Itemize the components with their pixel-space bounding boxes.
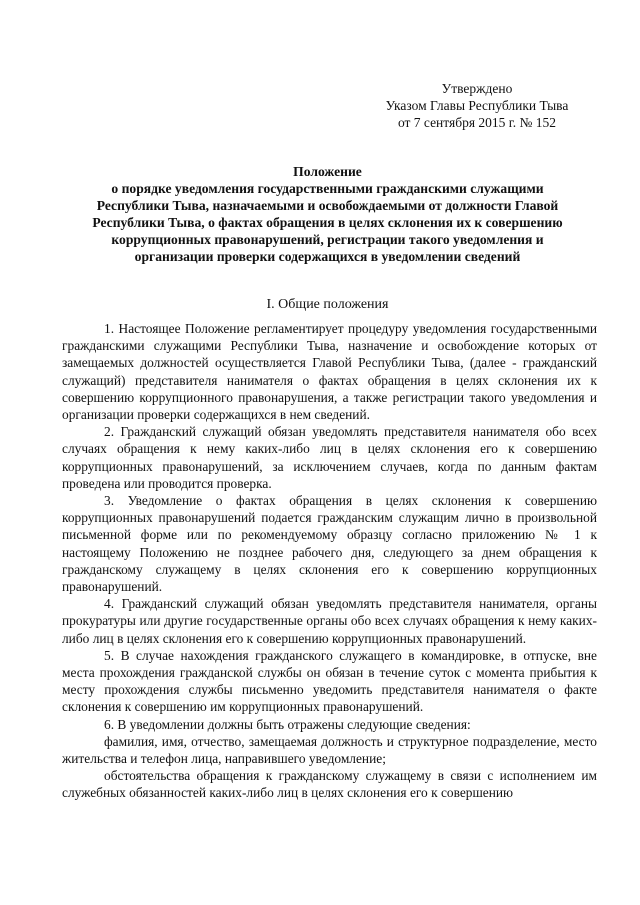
title-line-1: Положение (293, 164, 362, 179)
title-line-2: о порядке уведомления государственными гражданскими служащими (111, 181, 544, 196)
title-line-5: коррупционных правонарушений, регистрации такого уведомления и (111, 232, 544, 247)
paragraph-1: 1. Настоящее Положение регламентирует процедуру уведомления государственными гражданскими служащими Республики Тыва, назначение и освобождение которых от замещаемых должностей осуществляется Главой Республики Тыва, (далее - гражданский служащий) представителя нанимателя о фактах обращения в целях склонения их к совершению коррупционного правонарушения, а также регистрации такого уведомления и организации проверки содержащихся в нем сведений. (62, 321, 597, 423)
section-heading: I. Общие положения (266, 297, 389, 312)
paragraph-6: 6. В уведомлении должны быть отражены следующие сведения: (104, 716, 471, 732)
paragraph-3: 3. Уведомление о фактах обращения в целях склонения к совершению коррупционных правонарушений подается гражданским служащим лично в произвольной письменной форме или по рекомендуемому образцу согласно приложению № 1 к настоящему Положению не позднее рабочего дня, следующего за днем обращения к гражданскому служащему в целях склонения его к совершению коррупционных правонарушений. (62, 493, 597, 595)
approval-stamp (372, 80, 582, 131)
document-title (60, 163, 595, 265)
approval-line-2: Указом Главы Республики Тыва (385, 98, 569, 113)
paragraph-6-item-2: обстоятельства обращения к гражданскому служащему в связи с исполнением им служебных обязанностей каких-либо лиц в целях склонения его к совершению (62, 768, 597, 801)
document-body (62, 320, 597, 802)
paragraph-5: 5. В случае нахождения гражданского служащего в командировке, в отпуске, вне места прохождения гражданской службы он обязан в течение суток с момента прибытия к месту прохождения службы письменно уведомить представителя нанимателя о факте склонения к совершению им коррупционных правонарушений. (62, 647, 597, 715)
paragraph-6-item-1: фамилия, имя, отчество, замещаемая должность и структурное подразделение, место жительства и телефон лица, направившего уведомление; (62, 733, 597, 767)
paragraph-2: 2. Гражданский служащий обязан уведомлять представителя нанимателя обо всех случаях обращения к нему каких-либо лиц в целях склонения его к совершению коррупционных правонарушений, за исключением случаев, когда по данным фактам проведена или проводится проверка. (62, 424, 597, 491)
paragraph-4: 4. Гражданский служащий обязан уведомлять представителя нанимателя, органы прокуратуры или другие государственные органы обо всех случаях обращения к нему каких-либо лиц в целях склонения его к совершению коррупционных правонарушений. (62, 596, 597, 646)
title-line-3: Республики Тыва, назначаемыми и освобождаемыми от должности Главой (96, 198, 559, 213)
title-line-4: Республики Тыва, о фактах обращения в целях склонения их к совершению (92, 215, 563, 230)
title-line-6: организации проверки содержащихся в уведомлении сведений (134, 249, 521, 264)
approval-line-1: Утверждено (441, 81, 513, 96)
approval-line-3: от 7 сентября 2015 г. № 152 (397, 115, 557, 130)
